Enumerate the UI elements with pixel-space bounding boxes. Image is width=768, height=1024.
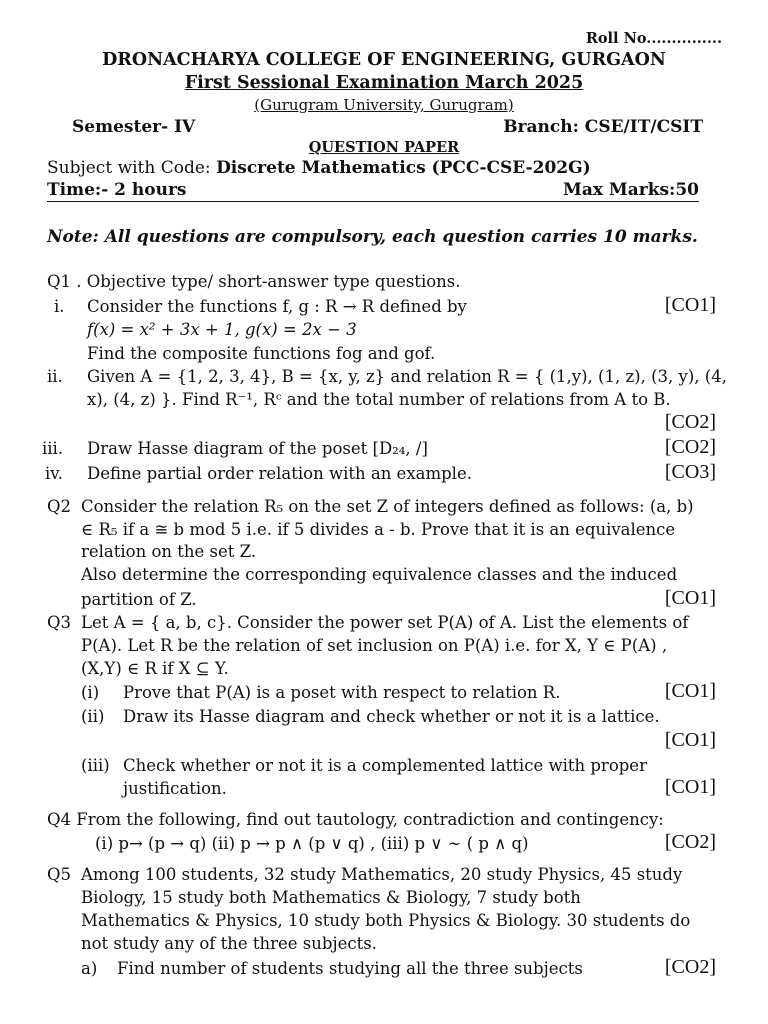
q5-a-line: Find number of students studying all the three subjects bbox=[117, 959, 583, 978]
q5-line1: Among 100 students, 32 study Mathematics, 20 study Physics, 45 study bbox=[81, 865, 683, 884]
subject-prefix: Subject with Code: bbox=[47, 158, 217, 178]
exam-title: First Sessional Examination March 2025 bbox=[184, 73, 584, 93]
q3-ii-line: Draw its Hasse diagram and check whether or not it is a lattice. bbox=[123, 707, 660, 726]
q1-title: Q1 . Objective type/ short-answer type questions. bbox=[47, 272, 461, 291]
q2-line2: ∈ R₅ if a ≅ b mod 5 i.e. if 5 divides a - b. Prove that it is an equivalence bbox=[81, 520, 676, 539]
q1-iii-line: Draw Hasse diagram of the poset [D₂₄, /] bbox=[87, 439, 428, 458]
q1-i-line1: Consider the functions f, g : R → R defined by bbox=[87, 297, 467, 316]
q5-line2: Biology, 15 study both Mathematics & Biology, 7 study both bbox=[81, 888, 581, 907]
q1-i-number: i. bbox=[54, 297, 65, 316]
q2-line1: Consider the relation R₅ on the set Z of integers defined as follows: (a, b) bbox=[81, 497, 694, 516]
roll-number: Roll No............... bbox=[585, 30, 722, 47]
q3-line2: P(A). Let R be the relation of set inclusion on P(A) i.e. for X, Y ∈ P(A) , bbox=[81, 636, 668, 655]
q3-i-number: (i) bbox=[81, 683, 100, 702]
q1-ii-co: [CO2] bbox=[664, 411, 716, 433]
q3-i-co: [CO1] bbox=[664, 680, 716, 702]
q2-line5: partition of Z. bbox=[81, 590, 197, 609]
q5-a-co: [CO2] bbox=[664, 956, 716, 978]
q2-line4: Also determine the corresponding equivalence classes and the induced bbox=[81, 565, 678, 584]
q3-iii-line1: Check whether or not it is a complemented lattice with proper bbox=[123, 756, 647, 775]
subject-line bbox=[47, 158, 591, 178]
q5-number: Q5 bbox=[47, 865, 72, 884]
q4-line2: (i) p→ (p → q) (ii) p → p ∧ (p ∨ q) , (iii) p ∨ ∼ ( p ∧ q) bbox=[95, 834, 529, 853]
q1-ii-line1: Given A = {1, 2, 3, 4}, B = {x, y, z} and relation R = { (1,y), (1, z), (3, y), (4, bbox=[87, 367, 727, 386]
q4-co: [CO2] bbox=[664, 831, 716, 853]
time-marks-row bbox=[47, 180, 699, 202]
q1-iv-line: Define partial order relation with an example. bbox=[87, 464, 472, 483]
q5-a-number: a) bbox=[81, 959, 98, 978]
q1-ii-line2: x), (4, z) }. Find R⁻¹, Rᶜ and the total number of relations from A to B. bbox=[87, 390, 671, 409]
q3-number: Q3 bbox=[47, 613, 72, 632]
q3-iii-number: (iii) bbox=[81, 756, 110, 775]
q3-line3: (X,Y) ∈ R if X ⊆ Y. bbox=[81, 659, 229, 678]
q2-line3: relation on the set Z. bbox=[81, 542, 257, 561]
q5-line4: not study any of the three subjects. bbox=[81, 934, 377, 953]
q3-ii-number: (ii) bbox=[81, 707, 105, 726]
q5-line3: Mathematics & Physics, 10 study both Physics & Biology. 30 students do bbox=[81, 911, 691, 930]
time: Time:- 2 hours bbox=[47, 180, 187, 200]
q1-ii-number: ii. bbox=[47, 367, 63, 386]
q4-line1: Q4 From the following, find out tautology, contradiction and contingency: bbox=[47, 810, 664, 829]
subject-name: Discrete Mathematics (PCC-CSE-202G) bbox=[216, 158, 591, 178]
college-name: DRONACHARYA COLLEGE OF ENGINEERING, GURGAON bbox=[102, 50, 666, 70]
q1-i-functions: f(x) = x² + 3x + 1, g(x) = 2x − 3 bbox=[87, 320, 357, 339]
q1-iii-co: [CO2] bbox=[664, 436, 716, 458]
q2-number: Q2 bbox=[47, 497, 72, 516]
q1-iv-co: [CO3] bbox=[664, 461, 716, 483]
max-marks: Max Marks:50 bbox=[563, 180, 699, 200]
note: Note: All questions are compulsory, each question carries 10 marks. bbox=[47, 227, 698, 247]
branch: Branch: CSE/IT/CSIT bbox=[503, 117, 703, 137]
university-name: (Gurugram University, Gurugram) bbox=[254, 96, 514, 114]
q1-iii-number: iii. bbox=[42, 439, 64, 458]
q1-i-co: [CO1] bbox=[664, 294, 716, 316]
q3-line1: Let A = { a, b, c}. Consider the power set P(A) of A. List the elements of bbox=[81, 613, 689, 632]
q3-i-line: Prove that P(A) is a poset with respect to relation R. bbox=[123, 683, 561, 702]
question-paper-label: QUESTION PAPER bbox=[308, 139, 460, 156]
semester: Semester- IV bbox=[72, 117, 196, 137]
q3-iii-co: [CO1] bbox=[664, 776, 716, 798]
q3-iii-line2: justification. bbox=[123, 779, 227, 798]
q3-ii-co: [CO1] bbox=[664, 729, 716, 751]
q1-i-line3: Find the composite functions fog and gof. bbox=[87, 344, 436, 363]
q2-co: [CO1] bbox=[664, 587, 716, 609]
q1-iv-number: iv. bbox=[45, 464, 63, 483]
